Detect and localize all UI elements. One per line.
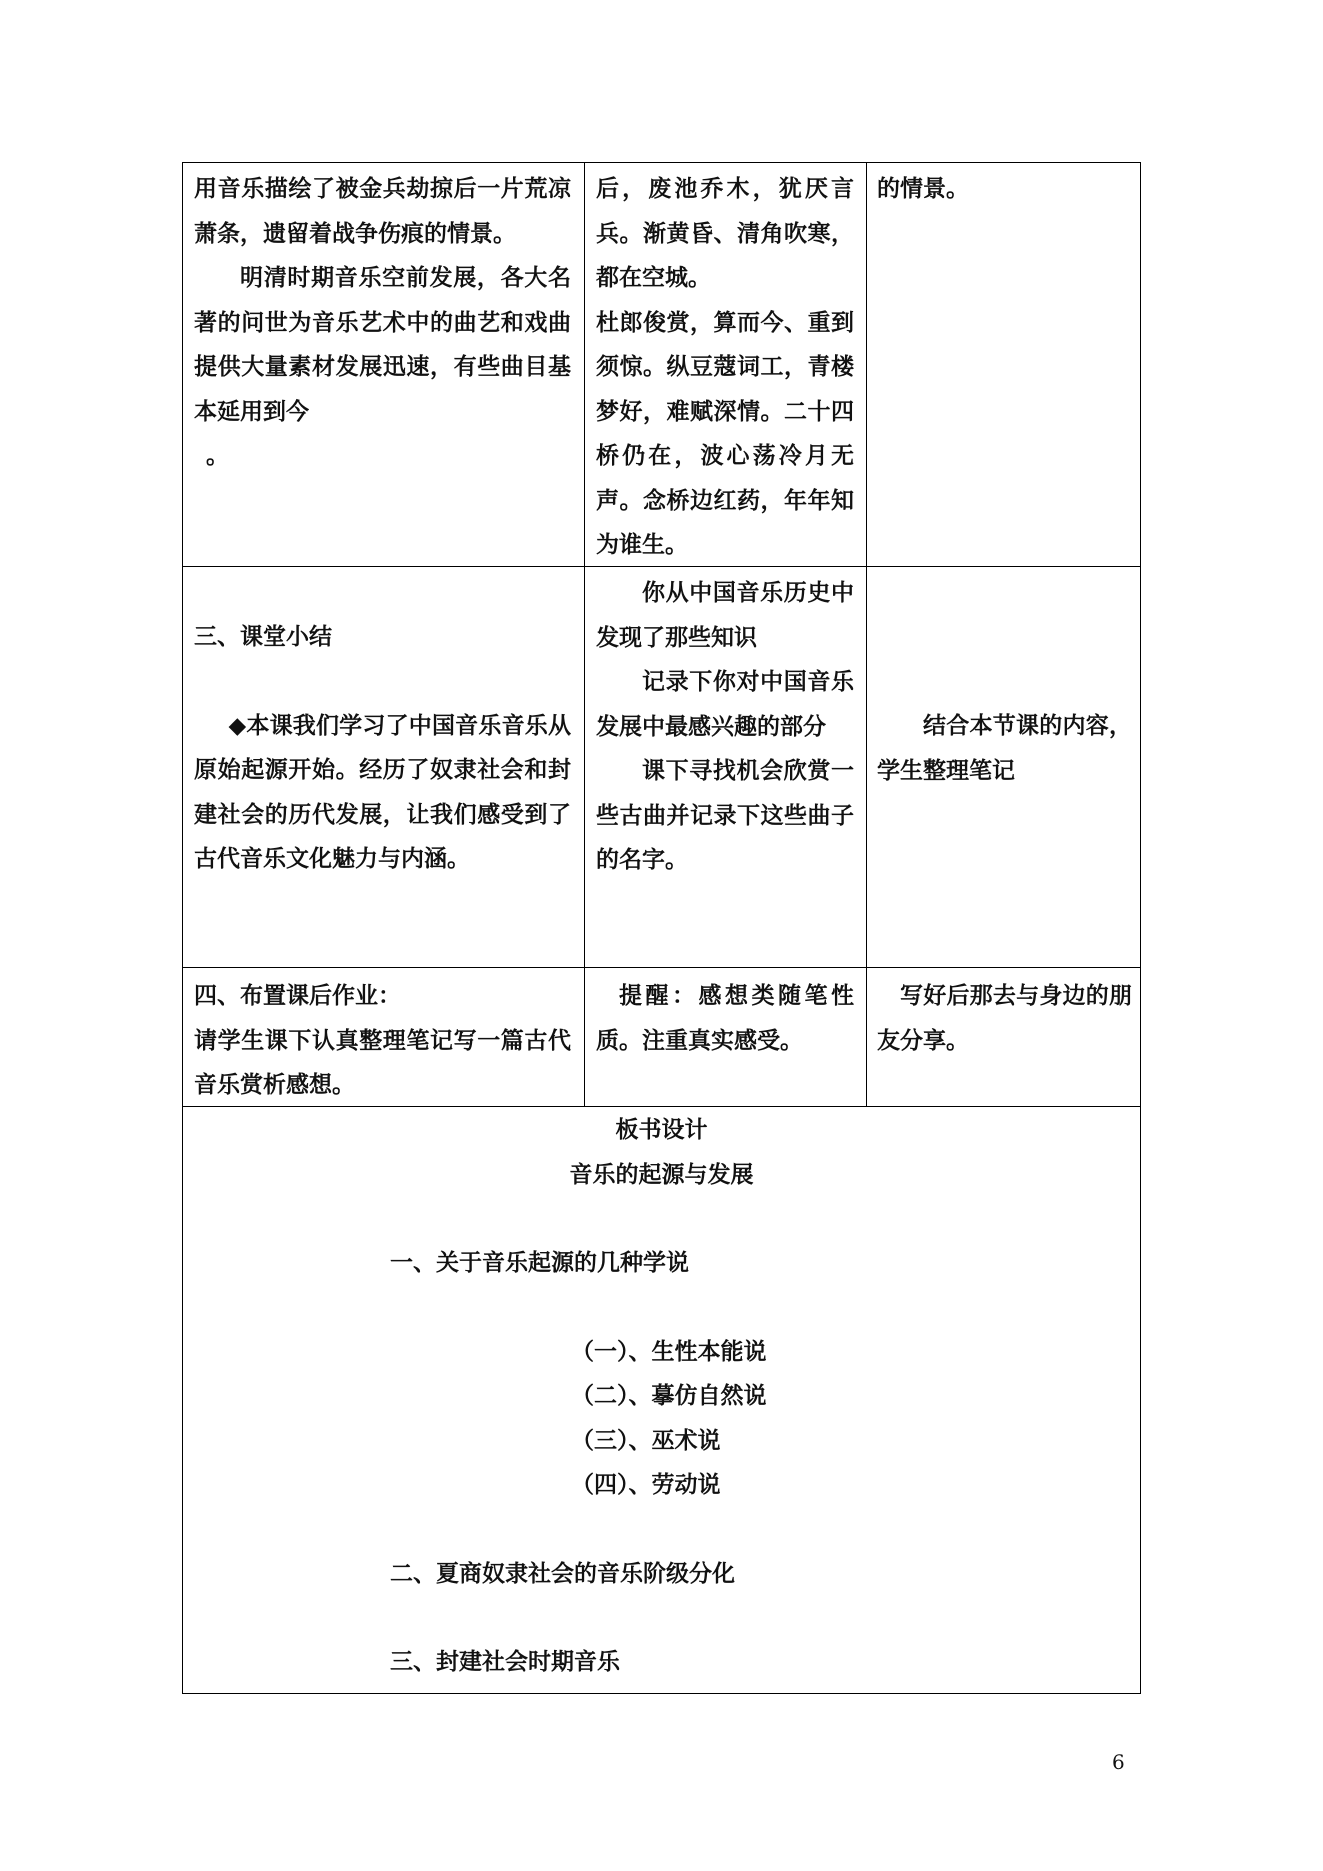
row1-col3-para1: 的情景。 [877, 175, 969, 202]
board-item-4: （四）、劳动说 [571, 1471, 721, 1498]
row3-col1-heading: 四、布置课后作业： [194, 982, 401, 1009]
board-design [183, 1108, 1140, 1685]
row2-col2-para2: 记录下你对中国音乐发展中最感兴趣的部分 [596, 668, 854, 740]
board-section-2: 二、夏商奴隶社会的音乐阶级分化 [390, 1559, 735, 1587]
row1-col2-cell [596, 167, 854, 568]
row3-col1-cell [194, 974, 571, 1108]
row2-col2-cell [596, 571, 854, 883]
row1-col1-para1: 用音乐描绘了被金兵劫掠后一片荒凉萧条，遗留着战争伤痕的情景。 [194, 175, 571, 247]
row2-col2-para3: 课下寻找机会欣赏一些古曲并记录下这些曲子的名字。 [596, 757, 854, 873]
board-item-3: （三）、巫术说 [571, 1426, 721, 1454]
column-divider-2 [866, 162, 867, 1106]
board-section-3: 三、封建社会时期音乐 [390, 1648, 620, 1675]
board-section-1: 一、关于音乐起源的几种学说 [390, 1249, 689, 1276]
board-subtitle: 音乐的起源与发展 [569, 1160, 754, 1188]
table-border-top [183, 162, 1141, 163]
row2-col1-heading: 三、课堂小结 [194, 623, 332, 650]
row1-col3-cell [877, 167, 1132, 212]
row3-col3-para1: 写好后那去与身边的朋友分享。 [877, 982, 1132, 1054]
row3-col2-cell [596, 974, 854, 1063]
row3-col2-para1: 提醒：感想类随笔性质。注重真实感受。 [596, 982, 854, 1054]
row2-col2-para1: 你从中国音乐历史中发现了那些知识 [596, 579, 854, 651]
page-number: 6 [1112, 1750, 1125, 1774]
row2-col3-cell [877, 704, 1132, 793]
row1-col2-para1: 后，废池乔木，犹厌言兵。渐黄昏、清角吹寒，都在空城。 [596, 175, 854, 291]
board-item-1: （一）、生性本能说 [571, 1337, 767, 1365]
row-divider-2 [183, 967, 1141, 968]
row1-col1-para3: 。 [206, 442, 229, 469]
row1-col1-cell [194, 167, 571, 479]
column-divider-1 [584, 162, 585, 1106]
board-title: 板书设计 [615, 1116, 708, 1143]
row3-col1-para1: 请学生课下认真整理笔记写一篇古代音乐赏析感想。 [194, 1026, 571, 1098]
row2-col1-cell [194, 615, 571, 882]
row1-col2-para2: 杜郎俊赏，算而今、重到须惊。纵豆蔻词工，青楼梦好，难赋深情。二十四桥仍在，波心荡冷月无声。念桥边红药，年年知为谁生。 [596, 308, 854, 558]
table-border-right [1140, 162, 1141, 1694]
row2-col3-para1: 结合本节课的内容，学生整理笔记 [877, 712, 1132, 784]
row2-col1-para1: ◆本课我们学习了中国音乐音乐从原始起源开始。经历了奴隶社会和封建社会的历代发展，让我们感受到了古代音乐文化魅力与内涵。 [194, 711, 571, 872]
row1-col1-para2: 明清时期音乐空前发展，各大名著的问世为音乐艺术中的曲艺和戏曲提供大量素材发展迅速，有些曲目基本延用到今 [194, 264, 571, 425]
board-item-2: （二）、摹仿自然说 [571, 1382, 767, 1409]
row3-col3-cell [877, 974, 1132, 1063]
table-border-bottom [183, 1693, 1141, 1694]
